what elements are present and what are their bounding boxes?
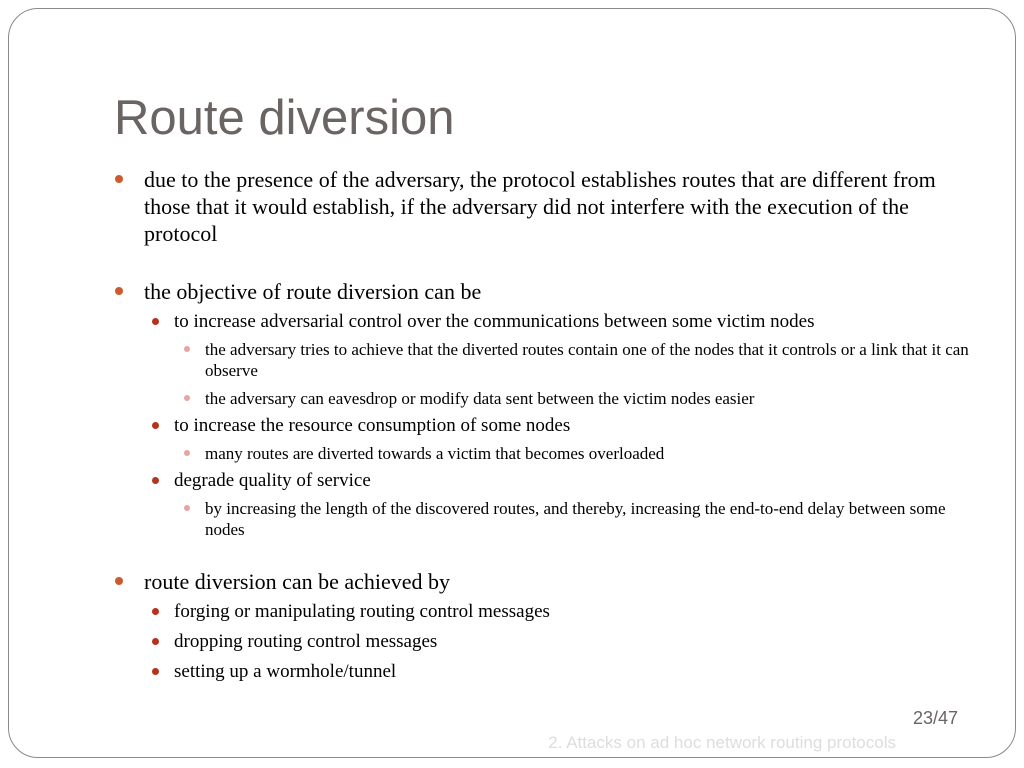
sub-sub-bullet-item (112, 388, 972, 409)
sub-bullet-item (112, 660, 972, 684)
sub-bullet-item (112, 469, 972, 493)
slide-body (112, 166, 972, 684)
bullet-dot-icon (152, 422, 159, 429)
bullet-text: route diversion can be achieved by (144, 569, 451, 594)
bullet-dot-icon (115, 577, 123, 585)
sub-bullet-text: dropping routing control messages (174, 631, 438, 652)
bullet-dot-icon (184, 450, 190, 456)
bullet-dot-icon (152, 638, 159, 645)
sub-sub-bullet-item (112, 339, 972, 381)
sub-sub-bullet-text: by increasing the length of the discovered routes, and thereby, increasing the end-to-end delay between some nodes (205, 499, 946, 539)
page-number: 23/47 (912, 708, 958, 728)
sub-bullet-text: setting up a wormhole/tunnel (174, 661, 397, 682)
sub-bullet-text: forging or manipulating routing control messages (174, 601, 550, 622)
sub-bullet-item (112, 414, 972, 438)
bullet-dot-icon (184, 346, 190, 352)
bullet-dot-icon (115, 175, 123, 183)
bullet-dot-icon (152, 668, 159, 675)
bullet-item (112, 166, 972, 247)
sub-bullet-text: degrade quality of service (174, 470, 371, 491)
sub-bullet-item (112, 600, 972, 624)
sub-bullet-text: to increase the resource consumption of some nodes (174, 415, 571, 436)
bullet-dot-icon (152, 608, 159, 615)
sub-sub-bullet-text: the adversary tries to achieve that the diverted routes contain one of the nodes that it controls or a link that it can observe (205, 340, 969, 380)
sub-sub-bullet-item (112, 498, 972, 540)
sub-sub-bullet-item (112, 443, 972, 464)
bullet-text: the objective of route diversion can be (144, 279, 482, 304)
sub-bullet-text: to increase adversarial control over the communications between some victim nodes (174, 311, 815, 332)
sub-bullet-item (112, 310, 972, 334)
bullet-dot-icon (115, 287, 123, 295)
bullet-dot-icon (152, 477, 159, 484)
bullet-dot-icon (152, 318, 159, 325)
bullet-item (112, 568, 972, 595)
bullet-item (112, 278, 972, 305)
slide-title: Route diversion (114, 91, 455, 145)
sub-bullet-item (112, 630, 972, 654)
sub-sub-bullet-text: many routes are diverted towards a victim that becomes overloaded (205, 444, 665, 463)
sub-sub-bullet-text: the adversary can eavesdrop or modify data sent between the victim nodes easier (205, 389, 755, 408)
bullet-text: due to the presence of the adversary, the protocol establishes routes that are different from those that it would establish, if the adversary did not interfere with the execution of the protocol (144, 167, 936, 246)
bullet-dot-icon (184, 505, 190, 511)
footer-text: 2. Attacks on ad hoc network routing protocols (548, 733, 896, 752)
bullet-dot-icon (184, 395, 190, 401)
